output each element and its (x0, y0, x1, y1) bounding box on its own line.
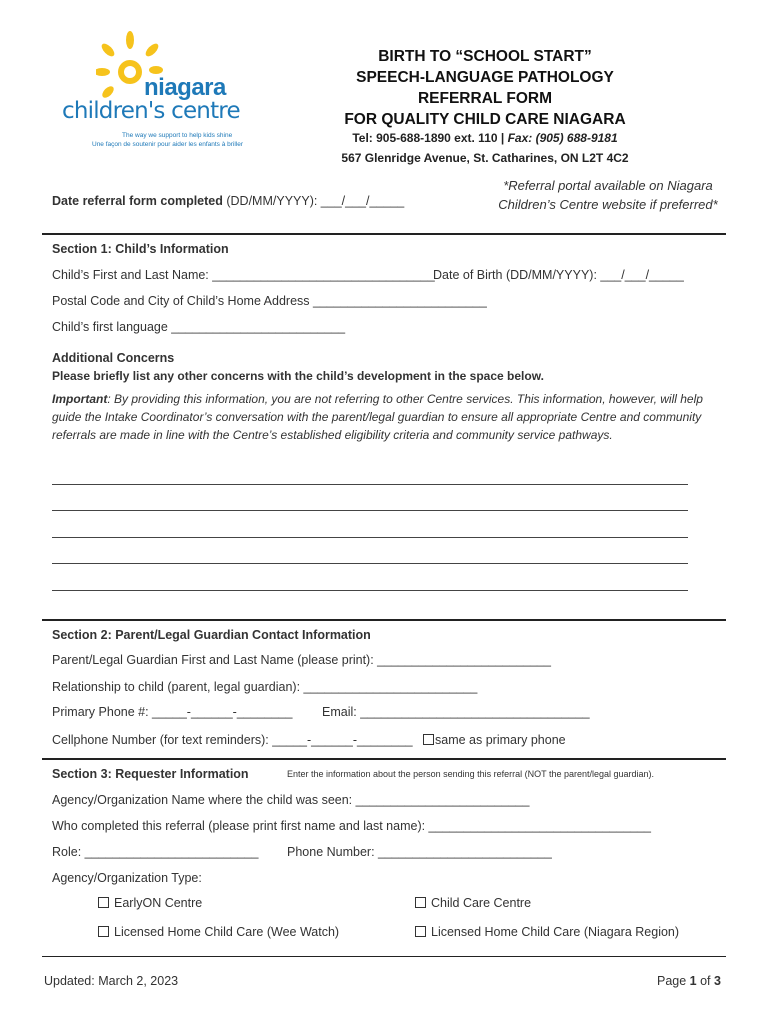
tel-text: Tel: 905-688-1890 ext. 110 | (352, 131, 508, 145)
additional-concerns-subtitle: Please briefly list any other concerns with the child’s development in the space below. (52, 369, 544, 383)
divider (42, 233, 726, 235)
completed-by-field[interactable]: Who completed this referral (please print first name and last name): ________________________________ (52, 819, 652, 833)
cellphone-field[interactable]: Cellphone Number (for text reminders): _____-______-________ (52, 733, 413, 747)
section3-note: Enter the information about the person sending this referral (NOT the parent/legal guardian). (287, 769, 655, 779)
same-as-primary-option[interactable] (423, 733, 566, 747)
concerns-line[interactable] (52, 590, 688, 591)
logo-name-line2: children's centre (62, 98, 240, 124)
portal-note: *Referral portal available on Niagara Children’s Centre website if preferred* (498, 178, 718, 212)
concerns-line[interactable] (52, 563, 688, 564)
footer-divider (42, 956, 726, 957)
child-name-field[interactable]: Child’s First and Last Name: ________________________________ (52, 268, 435, 282)
postal-code-field[interactable]: Postal Code and City of Child’s Home Address _________________________ (52, 294, 487, 308)
earlyon-label: EarlyON Centre (114, 896, 203, 910)
title-line-1: BIRTH TO “SCHOOL START” (378, 48, 592, 65)
section1-title: Section 1: Child’s Information (52, 242, 229, 256)
child-care-centre-checkbox[interactable] (415, 897, 426, 908)
divider (42, 758, 726, 760)
role-field[interactable]: Role: _________________________ (52, 845, 259, 859)
page-total: 3 (714, 974, 721, 988)
important-label: Important (52, 392, 108, 406)
concerns-line[interactable] (52, 510, 688, 511)
title-line-3: REFERRAL FORM (417, 90, 553, 107)
title-line-2: SPEECH-LANGUAGE PATHOLOGY (356, 69, 614, 86)
date-completed-label: Date referral form completed (52, 194, 223, 208)
page-number (657, 974, 721, 988)
form-title (290, 46, 680, 130)
requester-phone-field[interactable]: Phone Number: _________________________ (287, 845, 552, 859)
concerns-line[interactable] (52, 537, 688, 538)
divider (42, 619, 726, 621)
page-current: 1 (689, 974, 697, 988)
updated-date: Updated: March 2, 2023 (44, 974, 179, 988)
first-language-field[interactable]: Child’s first language _________________________ (52, 320, 346, 334)
fax-text: Fax: (905) 688-9181 (507, 131, 618, 145)
relationship-field[interactable]: Relationship to child (parent, legal guardian): _________________________ (52, 680, 478, 694)
section2-title: Section 2: Parent/Legal Guardian Contact Information (52, 628, 371, 642)
same-as-primary-label: same as primary phone (435, 733, 566, 747)
logo (62, 30, 252, 155)
date-completed-field[interactable] (52, 194, 404, 208)
logo-tagline-en: The way we support to help kids shine (122, 132, 233, 139)
date-completed-format: (DD/MM/YYYY): ___/___/_____ (222, 194, 405, 208)
email-field[interactable]: Email: _________________________________ (322, 705, 590, 719)
wee-watch-checkbox[interactable] (98, 926, 109, 937)
important-paragraph (52, 390, 712, 444)
option-child-care-centre[interactable] (415, 896, 531, 910)
org-type-label: Agency/Organization Type: (52, 871, 202, 885)
logo-tagline-fr: Une façon de soutenir pour aider les enfants à briller (92, 141, 244, 148)
primary-phone-field[interactable]: Primary Phone #: _____-______-________ (52, 705, 293, 719)
niagara-region-label: Licensed Home Child Care (Niagara Region) (431, 925, 680, 939)
child-dob-field[interactable]: Date of Birth (DD/MM/YYYY): ___/___/_____ (433, 268, 684, 282)
guardian-name-field[interactable]: Parent/Legal Guardian First and Last Name (please print): _________________________ (52, 653, 551, 667)
option-earlyon[interactable] (98, 896, 202, 910)
same-as-primary-checkbox[interactable] (423, 734, 434, 745)
page-prefix: Page (657, 974, 690, 988)
title-line-4: FOR QUALITY CHILD CARE NIAGARA (344, 111, 626, 128)
additional-concerns-title: Additional Concerns (52, 351, 175, 365)
child-care-centre-label: Child Care Centre (431, 896, 532, 910)
option-niagara-region[interactable] (415, 925, 679, 939)
page-mid: of (696, 974, 714, 988)
agency-name-field[interactable]: Agency/Organization Name where the child was seen: _________________________ (52, 793, 530, 807)
wee-watch-label: Licensed Home Child Care (Wee Watch) (114, 925, 340, 939)
important-text: : By providing this information, you are not referring to other Centre services. This information, however, will help guide the Intake Coordinator’s conversation with the parent/legal guardian to ensure all appropriate Centre and community referrals are made in line with the Centre’s established eligibility criteria and community service pathways. (52, 392, 703, 442)
niagara-region-checkbox[interactable] (415, 926, 426, 937)
address-line: 567 Glenridge Avenue, St. Catharines, ON L2T 4C2 (341, 151, 629, 165)
concerns-line[interactable] (52, 484, 688, 485)
earlyon-checkbox[interactable] (98, 897, 109, 908)
contact-line (290, 131, 680, 145)
logo-name-line1: niagara (144, 74, 226, 101)
option-wee-watch[interactable] (98, 925, 339, 939)
section3-title: Section 3: Requester Information (52, 767, 249, 781)
